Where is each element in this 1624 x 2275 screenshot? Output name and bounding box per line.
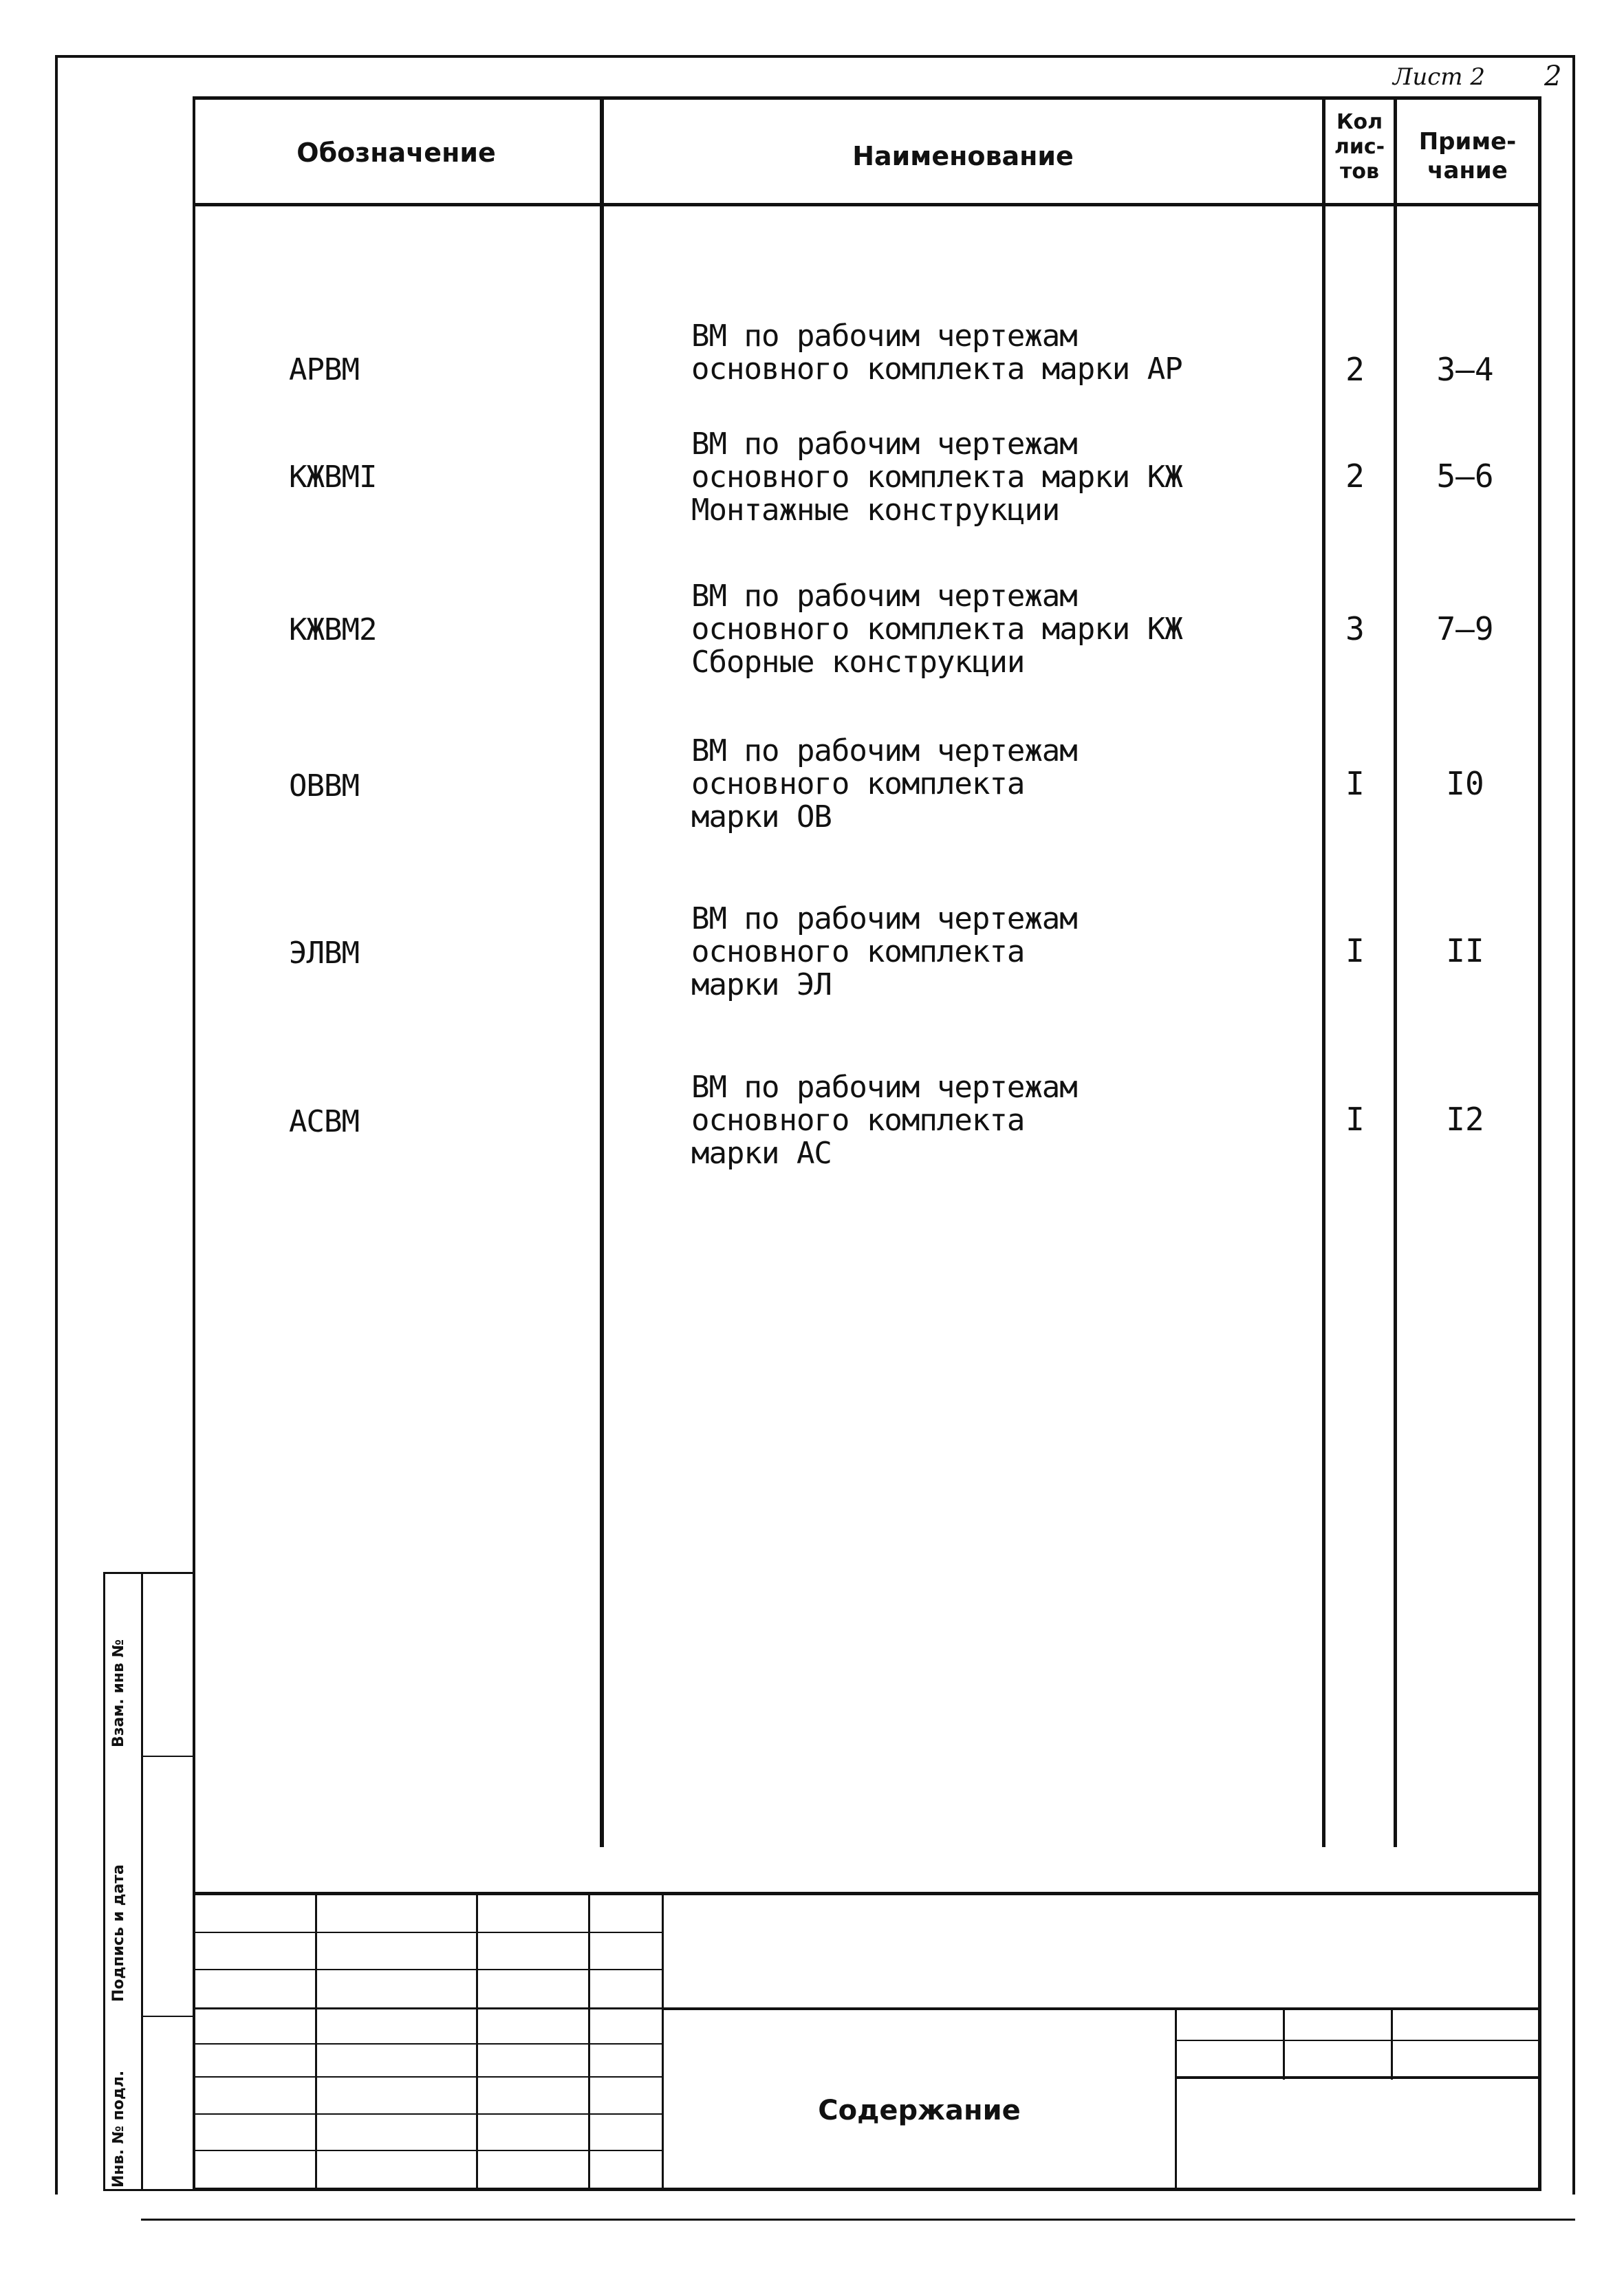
row-count: I [1345,932,1365,969]
title-block-title: Содержание [818,2095,1021,2126]
side-label-inv-original: Инв. № подл. [110,2070,127,2188]
row-count: I [1345,1101,1365,1138]
outer-border-left [55,55,58,2195]
tb-row-3 [193,2007,663,2009]
header-note: Приме- чание [1418,128,1517,184]
tb-row-4 [193,2043,663,2045]
row-code: АСВМ [289,1104,359,1139]
side-stamp-left [103,1572,105,2191]
outer-border-right [1572,55,1575,2195]
side-stamp-right [141,1572,143,2191]
row-note: II [1446,932,1484,969]
row-code: КЖВМ2 [289,612,377,647]
row-code: АРВМ [289,352,359,387]
tb-right-col [1175,2007,1177,2190]
page-number: 2 [1544,61,1562,92]
row-name: ВМ по рабочим чертежам основного комплекта марки АР [691,319,1182,387]
col-divider-1 [600,96,604,1847]
row-name: ВМ по рабочим чертежам основного комплекта марки ОВ [691,733,1077,834]
header-separator [193,203,1541,206]
row-note: 5–6 [1436,457,1494,495]
tb-small-col-2 [1391,2007,1393,2080]
tb-col-1 [315,1892,317,2191]
tb-row-5 [193,2076,663,2078]
header-designation: Обозначение [296,138,496,168]
tb-col-3 [588,1892,590,2191]
header-name: Наименование [852,141,1074,171]
row-code: ОВВМ [289,768,359,804]
tb-small-row-2 [1175,2076,1541,2079]
row-code: ЭЛВМ [289,936,359,971]
row-name: ВМ по рабочим чертежам основного комплекта марки КЖ Сборные конструкции [691,579,1182,680]
tb-col-2 [476,1892,478,2191]
sheet-label: Лист 2 [1393,63,1485,91]
row-note: I2 [1446,1101,1484,1138]
side-stamp-bottom [103,2189,193,2191]
title-block-top [193,1892,1541,1895]
row-count: 2 [1345,457,1365,495]
tb-main-divider [662,2007,1541,2010]
row-count: 3 [1345,610,1365,647]
row-note: 3–4 [1436,351,1494,388]
tb-small-col-1 [1283,2007,1285,2080]
header-sheet-count: Кол лис- тов [1334,110,1385,184]
tb-row-7 [193,2150,663,2151]
table-border-top [193,96,1541,100]
side-label-inv-no: Взам. инв № [110,1639,127,1747]
row-name: ВМ по рабочим чертежам основного комплекта марки АС [691,1070,1077,1171]
table-border-right [1538,96,1541,2191]
row-count: 2 [1345,351,1365,388]
tb-small-row-1 [1175,2040,1541,2041]
row-count: I [1345,765,1365,802]
side-stamp-top [103,1572,193,1574]
tb-row-6 [193,2113,663,2115]
row-name: ВМ по рабочим чертежам основного комплекта марки КЖ Монтажные конструкции [691,427,1182,528]
row-code: КЖВМI [289,460,377,495]
side-stamp-div-1 [141,1756,193,1757]
tb-col-4 [662,1892,664,2191]
col-divider-3 [1394,96,1397,1847]
tb-row-2 [193,1969,663,1970]
table-border-left [193,96,195,2191]
outer-border-bottom [141,2219,1575,2221]
col-divider-2 [1322,96,1325,1847]
tb-row-1 [193,1932,663,1933]
row-note: 7–9 [1436,610,1494,647]
title-block-bottom [193,2188,1541,2191]
side-label-signature-date: Подпись и дата [110,1864,127,2002]
row-note: I0 [1446,765,1484,802]
row-name: ВМ по рабочим чертежам основного комплекта марки ЭЛ [691,901,1077,1002]
side-stamp-div-2 [141,2016,193,2017]
outer-border-top [55,55,1575,58]
